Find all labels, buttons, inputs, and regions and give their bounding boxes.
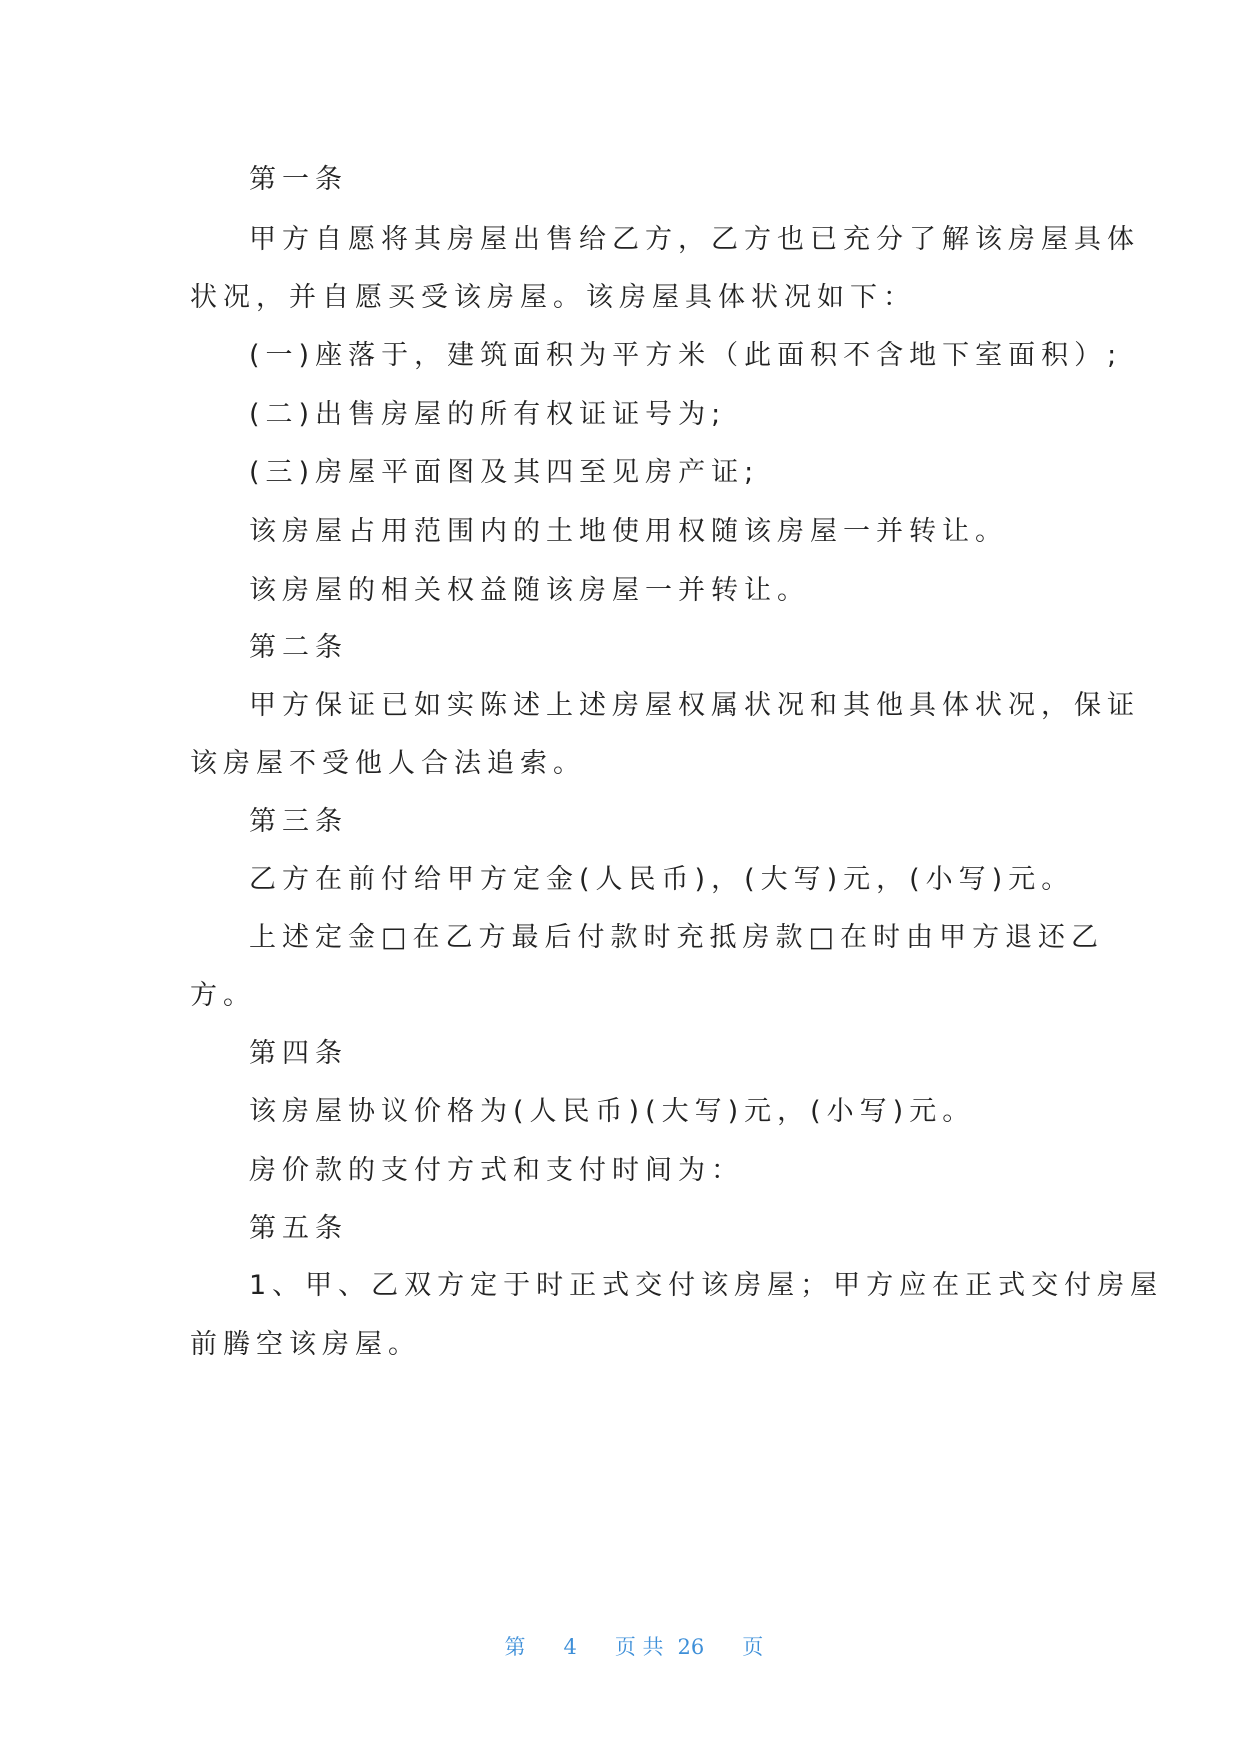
paragraph-line: 该房屋协议价格为(人民币)(大写)元，(小写)元。 xyxy=(249,1096,976,1127)
footer-prefix: 第 xyxy=(504,1635,526,1659)
paragraph-line: 上述定金□在乙方最后付款时充抵房款□在时由甲方退还乙 xyxy=(249,922,1105,953)
article-2-heading: 第二条 xyxy=(249,632,348,663)
paragraph-line: 该房屋的相关权益随该房屋一并转让。 xyxy=(249,575,810,606)
current-page-number: 4 xyxy=(563,1635,577,1659)
paragraph-line: 房价款的支付方式和支付时间为： xyxy=(249,1155,744,1186)
article-5-heading: 第五条 xyxy=(249,1213,348,1244)
paragraph-line: 甲方保证已如实陈述上述房屋权属状况和其他具体状况，保证 xyxy=(249,690,1140,721)
paragraph-line: 状况，并自愿买受该房屋。该房屋具体状况如下： xyxy=(190,282,916,313)
paragraph-line: 方。 xyxy=(190,980,256,1011)
paragraph-line: 该房屋不受他人合法追索。 xyxy=(190,748,586,779)
paragraph-line: 1、甲、乙双方定于时正式交付该房屋；甲方应在正式交付房屋 xyxy=(249,1270,1164,1301)
paragraph-line: 该房屋占用范围内的土地使用权随该房屋一并转让。 xyxy=(249,516,1008,547)
article-3-heading: 第三条 xyxy=(249,806,348,837)
article-4-heading: 第四条 xyxy=(249,1038,348,1069)
total-page-count: 26 xyxy=(677,1635,705,1659)
paragraph-line: (三)房屋平面图及其四至见房产证; xyxy=(249,457,760,488)
paragraph-line: 前腾空该房屋。 xyxy=(190,1329,421,1360)
page-footer xyxy=(0,1605,1241,1689)
paragraph-line: 甲方自愿将其房屋出售给乙方，乙方也已充分了解该房屋具体 xyxy=(249,224,1140,255)
article-1-heading: 第一条 xyxy=(249,164,348,195)
footer-middle: 页 共 xyxy=(614,1635,664,1659)
paragraph-line: (二)出售房屋的所有权证证号为; xyxy=(249,399,727,430)
footer-suffix: 页 xyxy=(742,1635,764,1659)
paragraph-line: 乙方在前付给甲方定金(人民币)，(大写)元，(小写)元。 xyxy=(249,864,1075,895)
paragraph-line: (一)座落于，建筑面积为平方米（此面积不含地下室面积）; xyxy=(249,340,1123,371)
